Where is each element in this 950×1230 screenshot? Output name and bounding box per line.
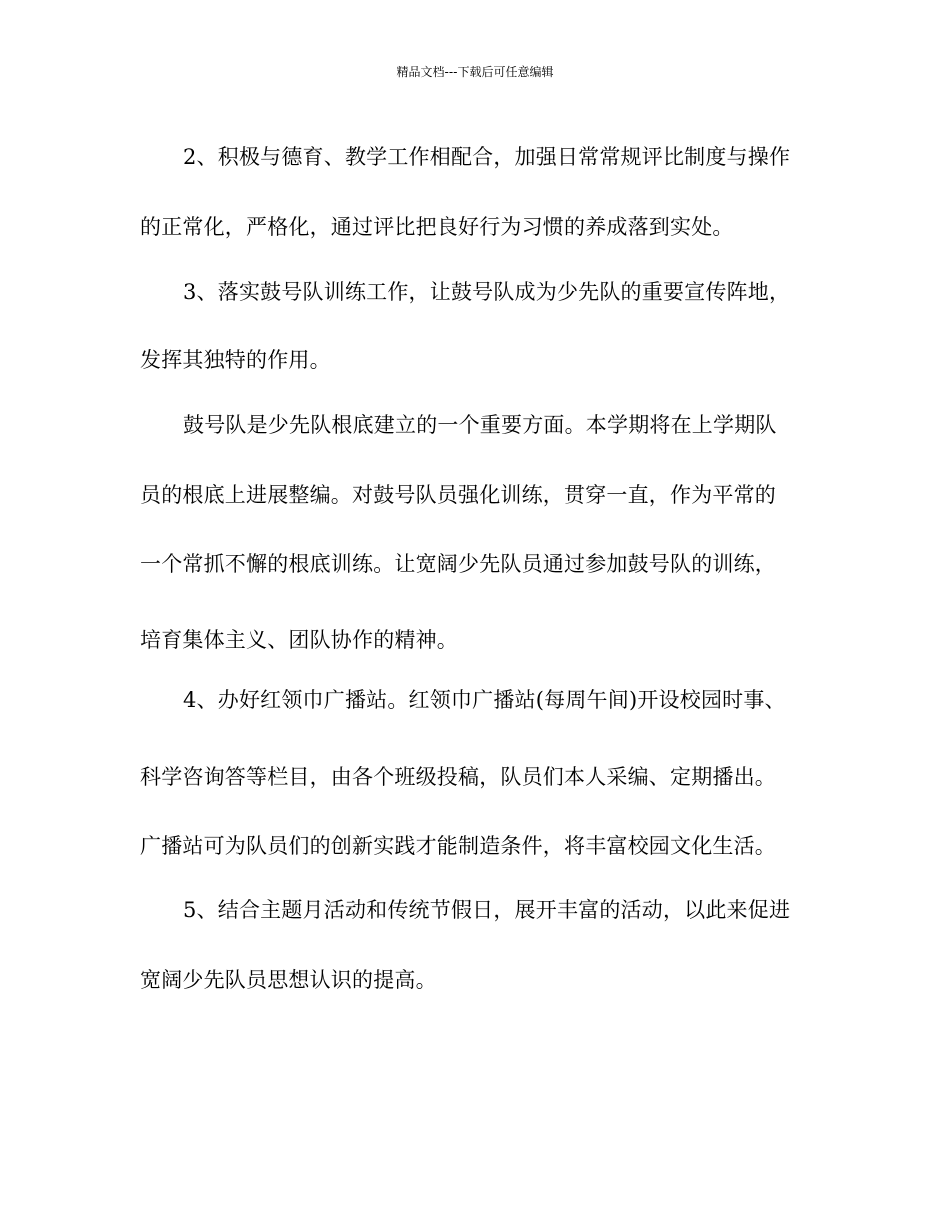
text-line-4: 发挥其独特的作用。 [140, 348, 331, 372]
text-line-7: 一个常抓不懈的根底训练。让宽阔少先队员通过参加鼓号队的训练， [140, 552, 776, 576]
text-line-12: 5、结合主题月活动和传统节假日，展开丰富的活动，以此来促进 [183, 898, 791, 922]
text-line-13: 宽阔少先队员思想认识的提高。 [140, 968, 437, 992]
text-line-3: 3、落实鼓号队训练工作，让鼓号队成为少先队的重要宣传阵地， [183, 280, 791, 304]
text-line-2: 的正常化，严格化，通过评比把良好行为习惯的养成落到实处。 [140, 215, 734, 239]
text-line-9: 4、办好红领巾广播站。红领巾广播站(每周午间)开设校园时事、 [183, 688, 786, 712]
text-line-10: 科学咨询答等栏目，由各个班级投稿，队员们本人采编、定期播出。 [140, 765, 776, 789]
text-line-8: 培育集体主义、团队协作的精神。 [140, 628, 458, 652]
text-line-5: 鼓号队是少先队根底建立的一个重要方面。本学期将在上学期队 [183, 413, 777, 437]
text-line-1: 2、积极与德育、教学工作相配合，加强日常常规评比制度与操作 [183, 145, 791, 169]
text-line-11: 广播站可为队员们的创新实践才能制造条件，将丰富校园文化生活。 [140, 834, 776, 858]
text-line-6: 员的根底上进展整编。对鼓号队员强化训练，贯穿一直，作为平常的 [140, 483, 776, 507]
page-header: 精品文档---下载后可任意编辑 [396, 65, 554, 79]
